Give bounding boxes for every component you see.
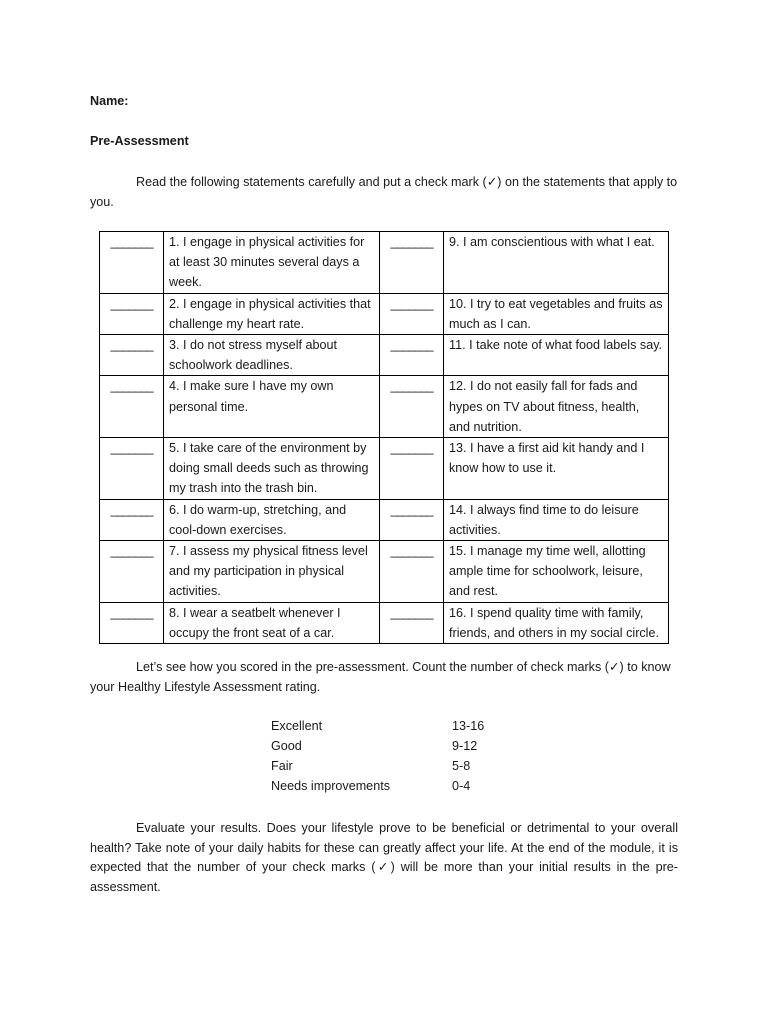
rating-level: Excellent xyxy=(271,719,323,733)
name-label: Name: xyxy=(90,94,129,108)
table-row xyxy=(100,376,669,438)
rating-range: 13-16 xyxy=(452,719,485,733)
section-title: Pre-Assessment xyxy=(90,134,189,148)
check-blank[interactable]: _______ xyxy=(380,232,444,294)
check-blank[interactable]: _______ xyxy=(100,293,164,334)
evaluation-paragraph: Evaluate your results. Does your lifestyle prove to be beneficial or detrimental to your overall health? Take note of your daily habits for these can greatly affect your life. At the end of the module, it is expected that the number of your check marks (✓) will be more than your initial results in the pre-assessment. xyxy=(90,821,678,894)
statement-cell: 7. I assess my physical fitness level and my participation in physical activities. xyxy=(164,541,380,603)
statement-cell: 6. I do warm-up, stretching, and cool-down exercises. xyxy=(164,499,380,540)
table-row xyxy=(100,438,669,500)
statement-cell: 2. I engage in physical activities that challenge my heart rate. xyxy=(164,293,380,334)
rating-table xyxy=(271,716,484,796)
check-blank[interactable]: _______ xyxy=(100,376,164,438)
statement-cell: 3. I do not stress myself about schoolwork deadlines. xyxy=(164,335,380,376)
rating-row xyxy=(271,776,484,796)
check-blank[interactable]: _______ xyxy=(380,335,444,376)
table-row xyxy=(100,232,669,294)
rating-level: Needs improvements xyxy=(271,779,390,793)
rating-level: Fair xyxy=(271,759,293,773)
rating-level: Good xyxy=(271,739,302,753)
table-row xyxy=(100,499,669,540)
statement-cell: 9. I am conscientious with what I eat. xyxy=(444,232,669,294)
check-blank[interactable]: _______ xyxy=(100,438,164,500)
table-row xyxy=(100,602,669,643)
table-row xyxy=(100,293,669,334)
check-blank[interactable]: _______ xyxy=(380,376,444,438)
table-row xyxy=(100,335,669,376)
statement-cell: 1. I engage in physical activities for at least 30 minutes several days a week. xyxy=(164,232,380,294)
rating-row xyxy=(271,756,484,776)
statement-cell: 14. I always find time to do leisure activities. xyxy=(444,499,669,540)
check-blank[interactable]: _______ xyxy=(380,541,444,603)
statement-cell: 5. I take care of the environment by doing small deeds such as throwing my trash into the trash bin. xyxy=(164,438,380,500)
statement-cell: 11. I take note of what food labels say. xyxy=(444,335,669,376)
rating-range: 9-12 xyxy=(452,739,478,753)
check-blank[interactable]: _______ xyxy=(100,499,164,540)
rating-range: 5-8 xyxy=(452,759,471,773)
statement-cell: 16. I spend quality time with family, friends, and others in my social circle. xyxy=(444,602,669,643)
check-blank[interactable]: _______ xyxy=(380,438,444,500)
table-row xyxy=(100,541,669,603)
instructions-paragraph: Read the following statements carefully and put a check mark (✓) on the statements that apply to you. xyxy=(90,175,678,209)
scoring-paragraph: Let’s see how you scored in the pre-assessment. Count the number of check marks (✓) to know your Healthy Lifestyle Assessment rating. xyxy=(90,660,671,694)
check-blank[interactable]: _______ xyxy=(380,293,444,334)
check-blank[interactable]: _______ xyxy=(380,499,444,540)
check-blank[interactable]: _______ xyxy=(100,335,164,376)
check-blank[interactable]: _______ xyxy=(100,602,164,643)
statement-cell: 13. I have a first aid kit handy and I know how to use it. xyxy=(444,438,669,500)
rating-range: 0-4 xyxy=(452,779,471,793)
statement-cell: 8. I wear a seatbelt whenever I occupy the front seat of a car. xyxy=(164,602,380,643)
checklist-table xyxy=(99,231,669,644)
check-blank[interactable]: _______ xyxy=(380,602,444,643)
rating-row xyxy=(271,736,484,756)
statement-cell: 15. I manage my time well, allotting ample time for schoolwork, leisure, and rest. xyxy=(444,541,669,603)
statement-cell: 12. I do not easily fall for fads and hypes on TV about fitness, health, and nutrition. xyxy=(444,376,669,438)
rating-row xyxy=(271,716,484,736)
check-blank[interactable]: _______ xyxy=(100,541,164,603)
check-blank[interactable]: _______ xyxy=(100,232,164,294)
statement-cell: 10. I try to eat vegetables and fruits as much as I can. xyxy=(444,293,669,334)
statement-cell: 4. I make sure I have my own personal time. xyxy=(164,376,380,438)
